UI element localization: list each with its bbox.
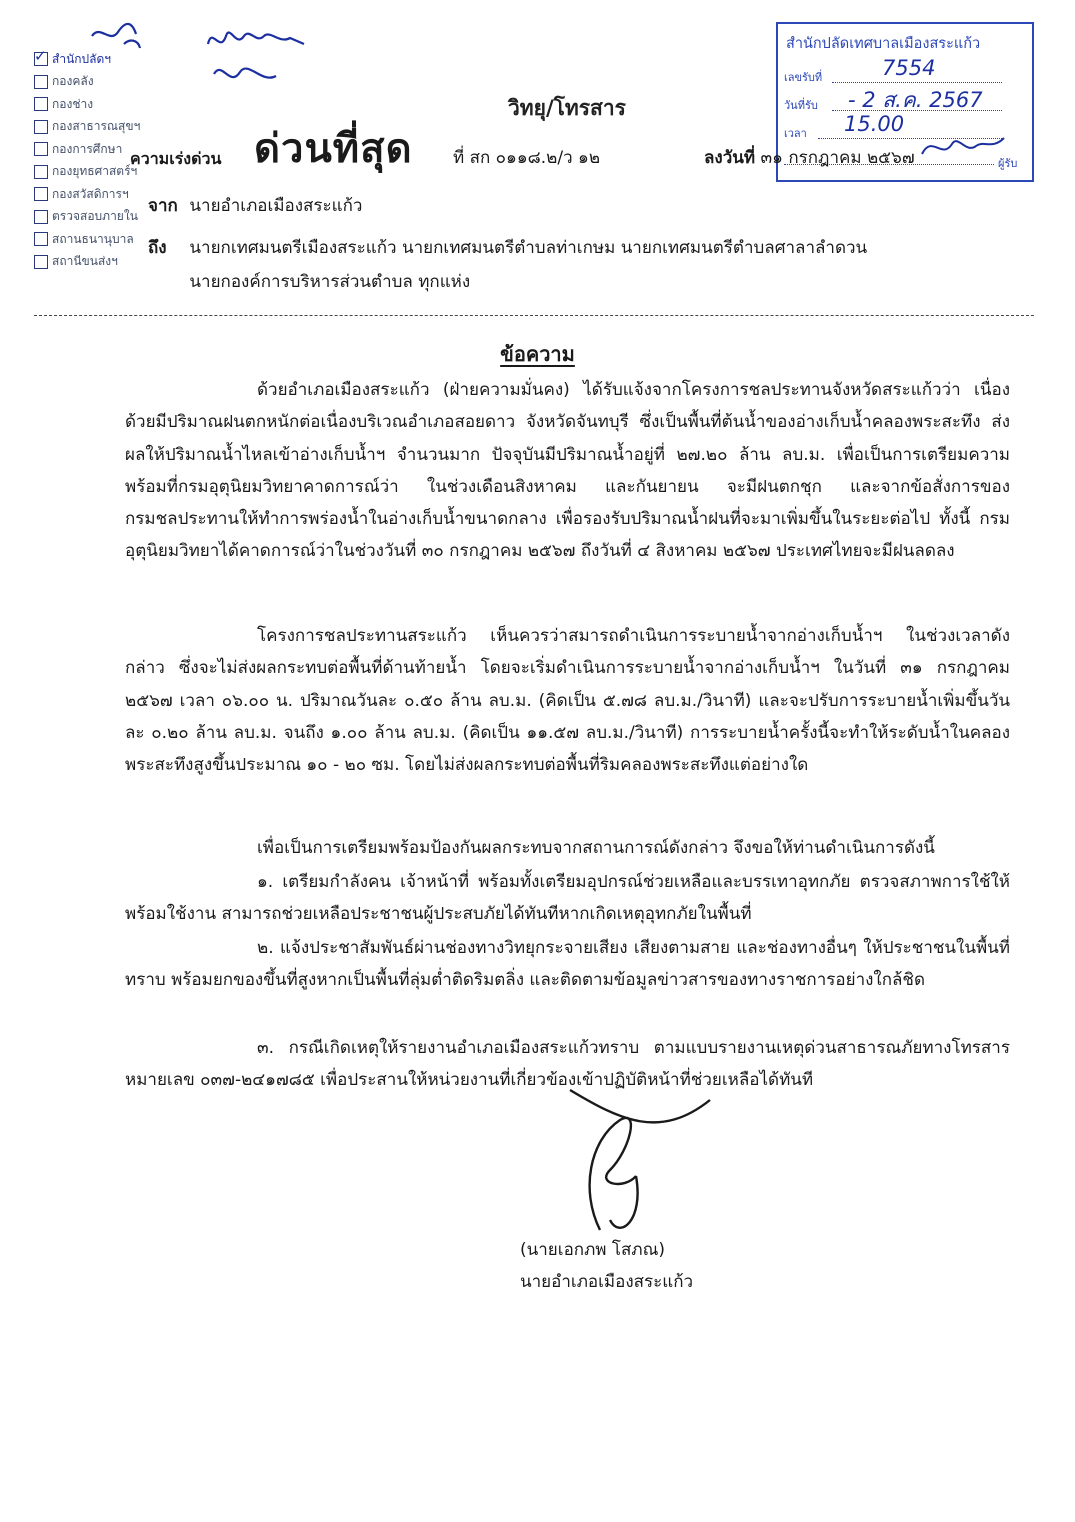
checklist-label: สถานธนานุบาล xyxy=(52,231,134,246)
stamp-dotted-line xyxy=(832,82,1002,83)
checklist-label: สถานีขนส่งฯ xyxy=(52,254,118,269)
to-line-1: นายกเทศมนตรีเมืองสระแก้ว นายกเทศมนตรีตำบลท่าเกษม นายกเทศมนตรีตำบลศาลาลำดวน xyxy=(189,238,868,258)
checklist-label: กองช่าง xyxy=(52,96,94,111)
from-row xyxy=(148,192,362,219)
checklist-label: กองยุทธศาสตร์ฯ xyxy=(52,164,138,179)
urgency-label: ความเร่งด่วน xyxy=(130,149,222,168)
header-divider xyxy=(34,315,1034,316)
channel-title: วิทยุ/โทรสาร xyxy=(508,96,626,120)
stamp-receipt-label: เลขรับที่ xyxy=(784,71,823,84)
checkbox-checked-icon[interactable] xyxy=(34,52,48,66)
signatory-title: นายอำเภอเมืองสระแก้ว xyxy=(520,1272,694,1292)
from-label: จาก xyxy=(148,196,178,216)
document-date xyxy=(704,144,915,171)
checkbox-icon[interactable] xyxy=(34,210,48,224)
checkbox-icon[interactable] xyxy=(34,187,48,201)
checkbox-icon[interactable] xyxy=(34,142,48,156)
body-paragraph-2: โครงการชลประทานสระแก้ว เห็นควรว่าสมารถดำเนินการระบายน้ำจากอ่างเก็บน้ำฯ ในช่วงเวลาดังกล่าว ซึ่งจะไม่ส่งผลกระทบต่อพื้นที่ด้านท้ายน้ำ โดยจะเริ่มดำเนินการระบายน้ำจากอ่างเก็บน้ำฯ ในวันที่ ๓๑ กรกฎาคม ๒๕๖๗ เวลา ๐๖.๐๐ น. ปริมาณวันละ ๐.๕๐ ล้าน ลบ.ม. (คิดเป็น ๕.๗๘ ลบ.ม./วินาที) และจะปรับการระบายน้ำเพิ่มขึ้นวันละ ๐.๒๐ ล้าน ลบ.ม. จนถึง ๑.๐๐ ล้าน ลบ.ม. (คิดเป็น ๑๑.๕๗ ลบ.ม./วินาที) การระบายน้ำครั้งนี้จะทำให้ระดับน้ำในคลองพระสะทึงสูงขึ้นประมาณ ๑๐ - ๒๐ ซม. โดยไม่ส่งผลกระทบต่อพื้นที่ริมคลองพระสะทึงแต่อย่างใด xyxy=(125,626,1010,776)
checklist-item[interactable] xyxy=(34,116,184,139)
urgency-level: ด่วนที่สุด xyxy=(254,126,413,172)
instruction-item-1: ๑. เตรียมกำลังคน เจ้าหน้าที่ พร้อมทั้งเตรียมอุปกรณ์ช่วยเหลือและบรรเทาอุทกภัย ตรวจสภาพการใช้ให้พร้อมใช้งาน สามารถช่วยเหลือประชาชนผู้ประสบภัยได้ทันทีหากเกิดเหตุอุทกภัยในพื้นที่ xyxy=(125,872,1010,925)
instruction-item-2: ๒. แจ้งประชาสัมพันธ์ผ่านช่องทางวิทยุกระจายเสียง เสียงตามสาย และช่องทางอื่นๆ ให้ประชาชนในพื้นที่ทราบ พร้อมยกของขึ้นที่สูงหากเป็นพื้นที่ลุ่มต่ำติดริมตลิ่ง และติดตามข้อมูลข่าวสารของทางราชการอย่างใกล้ชิด xyxy=(125,938,1010,991)
stamp-receipt-number: 7554 xyxy=(882,56,936,80)
to-row-2 xyxy=(148,268,470,295)
checklist-label: กองสวัสดิการฯ xyxy=(52,186,129,201)
to-line-2: นายกองค์การบริหารส่วนตำบล ทุกแห่ง xyxy=(189,272,471,292)
checklist-label: ตรวจสอบภายใน xyxy=(52,209,138,224)
stamp-time: 15.00 xyxy=(844,112,905,136)
checklist-label: กองสาธารณสุขฯ xyxy=(52,119,141,134)
body-paragraph-3: เพื่อเป็นการเตรียมพร้อมป้องกันผลกระทบจากสถานการณ์ดังกล่าว จึงขอให้ท่านดำเนินการดังนี้ xyxy=(257,838,935,858)
stamp-signature-scribble xyxy=(918,124,1008,164)
checkbox-icon[interactable] xyxy=(34,75,48,89)
instruction-item-3: ๓. กรณีเกิดเหตุให้รายงานอำเภอเมืองสระแก้วทราบ ตามแบบรายงานเหตุด่วนสาธารณภัยทางโทรสารหมายเลข ๐๓๗-๒๔๑๗๘๕ เพื่อประสานให้หน่วยงานที่เกี่ยวข้องเข้าปฏิบัติหน้าที่ช่วยเหลือได้ทันที xyxy=(125,1038,1010,1091)
date-label: ลงวันที่ xyxy=(704,148,756,168)
to-row xyxy=(148,234,867,261)
message-heading: ข้อความ xyxy=(500,342,575,366)
from-value: นายอำเภอเมืองสระแก้ว xyxy=(189,196,363,216)
checklist-item[interactable] xyxy=(34,93,184,116)
checklist-item[interactable] xyxy=(34,48,184,71)
checkbox-icon[interactable] xyxy=(34,120,48,134)
checklist-label: กองคลัง xyxy=(52,74,94,89)
handwritten-signature xyxy=(540,1080,720,1250)
body-paragraph-1: ด้วยอำเภอเมืองสระแก้ว (ฝ่ายความมั่นคง) ได้รับแจ้งจากโครงการชลประทานจังหวัดสระแก้วว่า เนื่องด้วยมีปริมาณฝนตกหนักต่อเนื่องบริเวณอำเภอสอยดาว จังหวัดจันทบุรี ซึ่งเป็นพื้นที่ต้นน้ำของอ่างเก็บน้ำคลองพระสะทึง ส่งผลให้ปริมาณน้ำไหลเข้าอ่างเก็บน้ำฯ จำนวนมาก ปัจจุบันมีปริมาณน้ำอยู่ที่ ๒๗.๒๐ ล้าน ลบ.ม. เพื่อเป็นการเตรียมความพร้อมที่กรมอุตุนิยมวิทยาคาดการณ์ว่า ในช่วงเดือนสิงหาคม และกันยายน จะมีฝนตกชุก และจากข้อสั่งการของกรมชลประทานให้ทำการพร่องน้ำในอ่างเก็บน้ำขนาดกลาง เพื่อรองรับปริมาณน้ำฝนที่จะมาเพิ่มขึ้นในระยะต่อไป ทั้งนี้ กรมอุตุนิยมวิทยาได้คาดการณ์ว่าในช่วงวันที่ ๓๐ กรกฎาคม ๒๕๖๗ ถึงวันที่ ๔ สิงหาคม ๒๕๖๗ ประเทศไทยจะมีฝนลดลง xyxy=(125,380,1010,562)
document-number: ที่ สก ๐๑๑๘.๒/ว ๑๒ xyxy=(453,148,601,168)
stamp-date-label: วันที่รับ xyxy=(784,99,818,112)
checkbox-icon[interactable] xyxy=(34,165,48,179)
date-value: ๓๑ กรกฎาคม ๒๕๖๗ xyxy=(760,148,915,168)
checkbox-icon[interactable] xyxy=(34,97,48,111)
stamp-receiver-label: ผู้รับ xyxy=(998,157,1018,170)
checkbox-icon[interactable] xyxy=(34,232,48,246)
stamp-title: สำนักปลัดเทศบาลเมืองสระแก้ว xyxy=(786,36,981,52)
stamp-date: - 2 ส.ค. 2567 xyxy=(848,88,983,112)
checklist-item[interactable] xyxy=(34,71,184,94)
signatory-name: (นายเอกภพ โสภณ) xyxy=(520,1240,666,1260)
stamp-time-label: เวลา xyxy=(784,127,807,140)
checklist-label: สำนักปลัดฯ xyxy=(52,51,112,66)
checklist-label: กองการศึกษา xyxy=(52,141,123,156)
checkbox-icon[interactable] xyxy=(34,255,48,269)
to-label: ถึง xyxy=(148,238,167,258)
